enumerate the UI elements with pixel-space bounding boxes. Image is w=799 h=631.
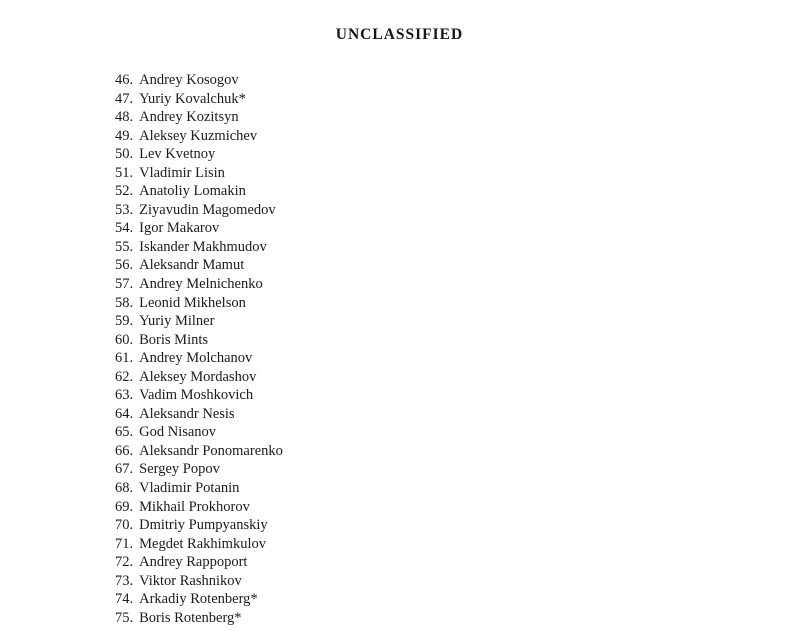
item-number: 70. xyxy=(115,517,134,534)
item-number: 60. xyxy=(115,331,134,348)
list-item xyxy=(115,331,283,350)
list-item xyxy=(115,275,283,294)
list-item xyxy=(115,312,283,331)
item-name: Dmitriy Pumpyanskiy xyxy=(139,517,268,534)
name-list xyxy=(115,71,283,627)
item-name: Sergey Popov xyxy=(139,461,220,478)
item-name: Andrey Kozitsyn xyxy=(139,109,239,126)
item-name: Aleksandr Ponomarenko xyxy=(139,442,283,459)
classification-header: UNCLASSIFIED xyxy=(335,26,464,43)
list-item xyxy=(115,294,283,313)
item-name: Andrey Kosogov xyxy=(139,72,239,88)
list-item xyxy=(115,590,283,609)
item-name: Anatoliy Lomakin xyxy=(139,183,246,200)
list-item xyxy=(115,405,283,424)
item-name: Vladimir Lisin xyxy=(139,164,225,181)
item-name: Viktor Rashnikov xyxy=(139,572,242,589)
item-number: 49. xyxy=(115,127,134,144)
item-number: 52. xyxy=(115,183,134,200)
item-number: 71. xyxy=(115,535,134,552)
list-item xyxy=(115,90,283,109)
item-number: 58. xyxy=(115,294,134,311)
item-name: Andrey Molchanov xyxy=(139,350,253,367)
item-number: 59. xyxy=(115,313,134,330)
item-number: 64. xyxy=(115,405,134,422)
item-name: Aleksey Mordashov xyxy=(139,368,257,385)
item-name: Yuriy Milner xyxy=(139,313,215,330)
list-item xyxy=(115,609,283,628)
item-number: 50. xyxy=(115,146,134,163)
item-number: 69. xyxy=(115,498,134,515)
item-name: Ziyavudin Magomedov xyxy=(139,201,276,218)
item-name: Boris Mints xyxy=(139,331,209,348)
item-number: 53. xyxy=(115,201,134,218)
list-item xyxy=(115,71,283,90)
item-number: 51. xyxy=(115,164,134,181)
item-name: Iskander Makhmudov xyxy=(139,238,267,255)
item-name: Megdet Rakhimkulov xyxy=(139,535,266,552)
item-name: Vadim Moshkovich xyxy=(139,387,254,404)
item-number: 57. xyxy=(115,276,134,293)
item-name: Yuriy Kovalchuk* xyxy=(139,90,246,107)
list-item xyxy=(115,535,283,554)
item-name: Boris Rotenberg* xyxy=(139,609,242,626)
item-number: 73. xyxy=(115,572,134,589)
item-name: God Nisanov xyxy=(139,424,217,441)
list-item xyxy=(115,553,283,572)
item-number: 72. xyxy=(115,554,134,571)
item-name: Aleksandr Mamut xyxy=(139,257,245,274)
item-number: 74. xyxy=(115,591,134,608)
item-number: 47. xyxy=(115,90,134,107)
list-item xyxy=(115,572,283,591)
item-name: Arkadiy Rotenberg* xyxy=(139,591,258,608)
item-name: Lev Kvetnoy xyxy=(139,146,216,163)
item-name: Aleksandr Nesis xyxy=(139,405,235,422)
list-item xyxy=(115,256,283,275)
item-number: 56. xyxy=(115,257,134,274)
list-item xyxy=(115,219,283,238)
list-item xyxy=(115,182,283,201)
item-name: Vladimir Potanin xyxy=(139,480,240,497)
item-number: 65. xyxy=(115,424,134,441)
list-item xyxy=(115,238,283,257)
item-number: 61. xyxy=(115,350,134,367)
list-item xyxy=(115,368,283,387)
list-item xyxy=(115,423,283,442)
item-number: 55. xyxy=(115,238,134,255)
list-item xyxy=(115,386,283,405)
item-number: 68. xyxy=(115,480,134,497)
list-item xyxy=(115,460,283,479)
list-item xyxy=(115,164,283,183)
item-name: Leonid Mikhelson xyxy=(139,294,246,311)
item-number: 46. xyxy=(115,72,134,88)
list-item xyxy=(115,201,283,220)
list-item xyxy=(115,498,283,517)
item-number: 75. xyxy=(115,609,134,626)
item-name: Mikhail Prokhorov xyxy=(139,498,250,515)
item-number: 66. xyxy=(115,442,134,459)
list-item xyxy=(115,108,283,127)
item-name: Aleksey Kuzmichev xyxy=(139,127,258,144)
list-item xyxy=(115,442,283,461)
list-item xyxy=(115,349,283,368)
item-number: 54. xyxy=(115,220,134,237)
item-name: Igor Makarov xyxy=(139,220,220,237)
item-name: Andrey Rappoport xyxy=(139,554,248,571)
item-number: 63. xyxy=(115,387,134,404)
list-item xyxy=(115,516,283,535)
item-name: Andrey Melnichenko xyxy=(139,276,263,293)
list-item xyxy=(115,145,283,164)
item-number: 48. xyxy=(115,109,134,126)
list-item xyxy=(115,127,283,146)
list-item xyxy=(115,479,283,498)
item-number: 62. xyxy=(115,368,134,385)
item-number: 67. xyxy=(115,461,134,478)
